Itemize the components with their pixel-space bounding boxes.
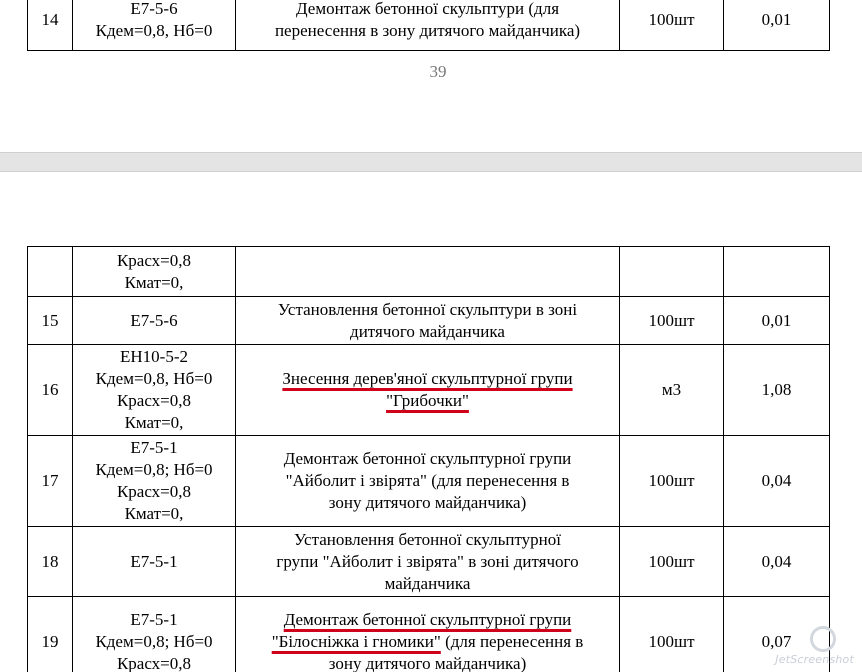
red-underlined-text: "Грибочки" xyxy=(386,391,469,410)
norm-code: Е7-5-1 Кдем=0,8; Нб=0 Красх=0,8 xyxy=(73,597,236,672)
quantity: 0,01 xyxy=(724,0,830,51)
estimate-table-top xyxy=(27,0,830,51)
red-underlined-text: Знесення дерев'яної скульптурної групи xyxy=(282,369,573,388)
unit: 100шт xyxy=(620,597,724,672)
unit: 100шт xyxy=(620,436,724,527)
row-number: 16 xyxy=(28,345,73,436)
table-row xyxy=(28,0,830,51)
work-description-highlighted xyxy=(236,345,620,436)
work-description: Установлення бетонної скульптурної групи "Айболит і звірята" в зоні дитячого майданчика xyxy=(236,527,620,597)
page-number: 39 xyxy=(429,62,447,81)
unit: м3 xyxy=(620,345,724,436)
quantity: 0,01 xyxy=(724,297,830,345)
watermark: JetScreenshot xyxy=(775,653,854,666)
document-page-bottom xyxy=(0,172,862,672)
red-underlined-text: "Білосніжка і гномики" xyxy=(271,631,441,651)
norm-code: ЕН10-5-2 Кдем=0,8, Нб=0 Красх=0,8 Кмат=0, xyxy=(73,345,236,436)
quantity: 0,04 xyxy=(724,527,830,597)
table-row xyxy=(28,297,830,345)
estimate-table-bottom xyxy=(27,246,830,672)
unit: 100шт xyxy=(620,0,724,51)
row-number: 18 xyxy=(28,527,73,597)
table-row xyxy=(28,345,830,436)
norm-code: Е7-5-6 Кдем=0,8, Нб=0 xyxy=(73,0,236,51)
page-separator xyxy=(0,152,862,172)
row-number: 14 xyxy=(28,0,73,51)
work-description-highlighted: Демонтаж бетонної скульптурної групи "Білосніжка і гномики" (для перенесення в зону дитячого майданчика) xyxy=(236,597,620,672)
table-row xyxy=(28,527,830,597)
red-underlined-text: Демонтаж бетонної скульптурної групи xyxy=(283,609,572,629)
quantity: 0,04 xyxy=(724,436,830,527)
work-description: Установлення бетонної скульптури в зоні дитячого майданчика xyxy=(236,297,620,345)
table-row-continuation xyxy=(28,247,830,297)
work-description: Демонтаж бетонної скульптури (для перенесення в зону дитячого майданчика) xyxy=(236,0,620,51)
norm-code: Красх=0,8 Кмат=0, xyxy=(73,247,236,297)
norm-code: Е7-5-1 xyxy=(73,527,236,597)
work-description: Демонтаж бетонної скульптурної групи "Айболит і звірята" (для перенесення в зону дитячого майданчика) xyxy=(236,436,620,527)
unit: 100шт xyxy=(620,297,724,345)
row-number: 17 xyxy=(28,436,73,527)
norm-code: Е7-5-1 Кдем=0,8; Нб=0 Красх=0,8 Кмат=0, xyxy=(73,436,236,527)
norm-code: Е7-5-6 xyxy=(73,297,236,345)
table-row xyxy=(28,436,830,527)
document-page-top xyxy=(0,0,862,152)
unit: 100шт xyxy=(620,527,724,597)
quantity: 0,07 xyxy=(724,597,830,672)
watermark-logo-icon xyxy=(810,626,836,652)
quantity: 1,08 xyxy=(724,345,830,436)
row-number: 15 xyxy=(28,297,73,345)
table-row xyxy=(28,597,830,672)
row-number: 19 xyxy=(28,597,73,672)
